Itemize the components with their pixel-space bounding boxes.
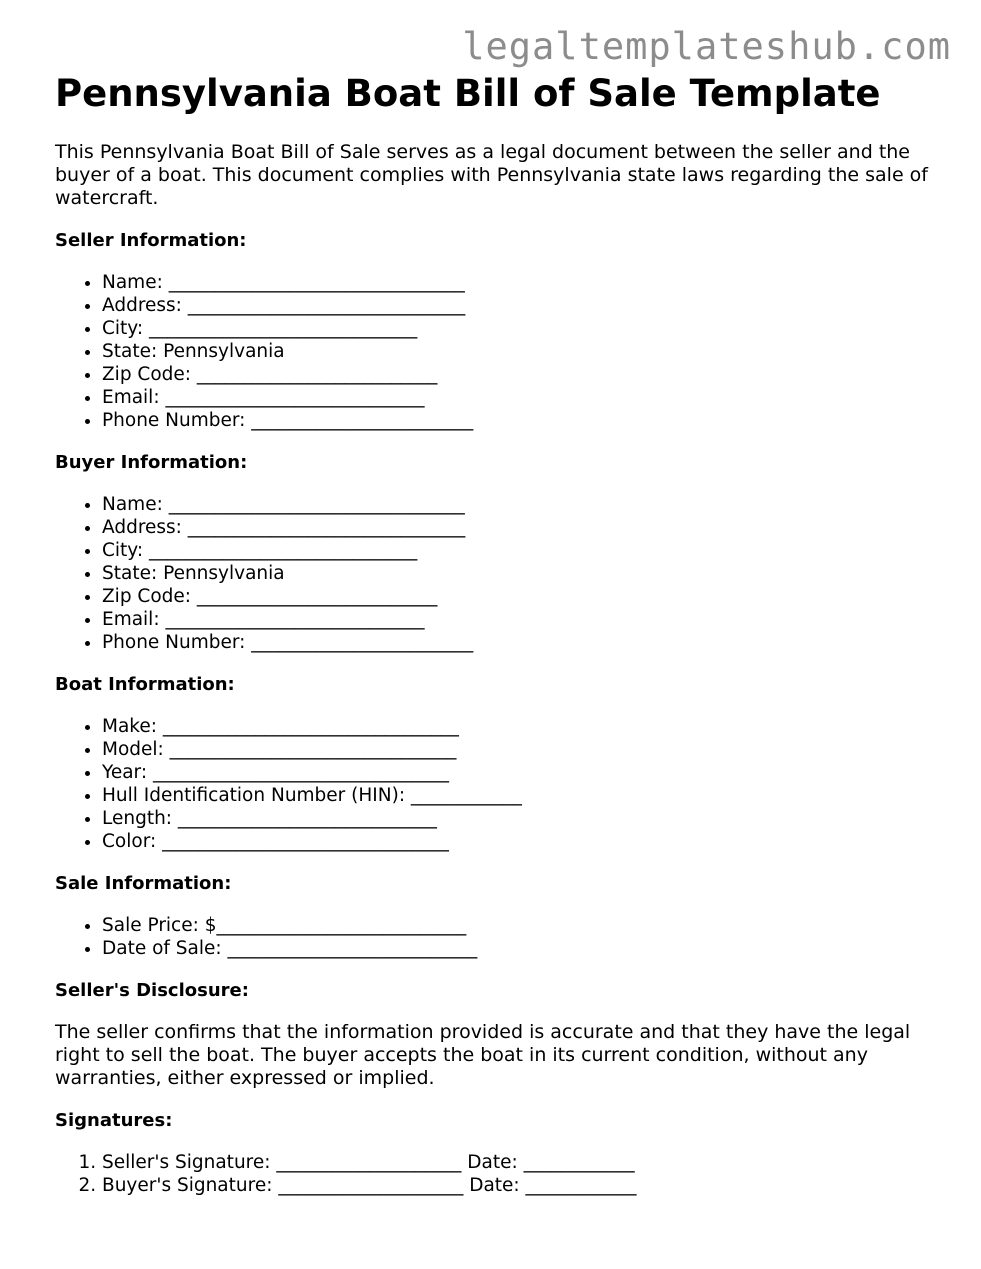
disclosure-heading: Seller's Disclosure: bbox=[55, 980, 249, 1001]
document bbox=[55, 72, 935, 1197]
buyer-zip-field: • Zip Code: __________________________ bbox=[102, 585, 935, 608]
seller-signature-line: 1. Seller's Signature: ____________________ Date: ____________ bbox=[102, 1151, 935, 1174]
buyer-info-heading: Buyer Information: bbox=[55, 452, 248, 473]
boat-info-list bbox=[55, 715, 935, 853]
seller-info-list bbox=[55, 271, 935, 432]
seller-email-field: • Email: ____________________________ bbox=[102, 386, 935, 409]
intro-paragraph: This Pennsylvania Boat Bill of Sale serves as a legal document between the seller and the buyer of a boat. This document complies with Pennsylvania state laws regarding the sale of watercraft. bbox=[55, 141, 928, 209]
sale-price-field: • Sale Price: $___________________________ bbox=[102, 914, 935, 937]
boat-length-field: • Length: ____________________________ bbox=[102, 807, 935, 830]
sale-date-field: • Date of Sale: ___________________________ bbox=[102, 937, 935, 960]
buyer-email-field: • Email: ____________________________ bbox=[102, 608, 935, 631]
buyer-info-list bbox=[55, 493, 935, 654]
seller-state-field: • State: Pennsylvania bbox=[102, 340, 935, 363]
buyer-name-field: • Name: ________________________________ bbox=[102, 493, 935, 516]
seller-phone-field: • Phone Number: ________________________ bbox=[102, 409, 935, 432]
buyer-signature-line: 2. Buyer's Signature: ____________________ Date: ____________ bbox=[102, 1174, 935, 1197]
sale-info-list bbox=[55, 914, 935, 960]
seller-zip-field: • Zip Code: __________________________ bbox=[102, 363, 935, 386]
boat-make-field: • Make: ________________________________ bbox=[102, 715, 935, 738]
sale-info-heading: Sale Information: bbox=[55, 873, 232, 894]
boat-model-field: • Model: _______________________________ bbox=[102, 738, 935, 761]
boat-color-field: • Color: _______________________________ bbox=[102, 830, 935, 853]
buyer-state-field: • State: Pennsylvania bbox=[102, 562, 935, 585]
boat-info-heading: Boat Information: bbox=[55, 674, 235, 695]
buyer-phone-field: • Phone Number: ________________________ bbox=[102, 631, 935, 654]
signatures-heading: Signatures: bbox=[55, 1110, 173, 1131]
boat-year-field: • Year: ________________________________ bbox=[102, 761, 935, 784]
buyer-city-field: • City: _____________________________ bbox=[102, 539, 935, 562]
seller-address-field: • Address: ______________________________ bbox=[102, 294, 935, 317]
seller-info-heading: Seller Information: bbox=[55, 230, 247, 251]
boat-hin-field: • Hull Identification Number (HIN): ____________ bbox=[102, 784, 935, 807]
buyer-address-field: • Address: ______________________________ bbox=[102, 516, 935, 539]
watermark: legaltemplateshub.com bbox=[462, 25, 951, 68]
seller-city-field: • City: _____________________________ bbox=[102, 317, 935, 340]
signatures-list bbox=[55, 1151, 935, 1197]
seller-name-field: • Name: ________________________________ bbox=[102, 271, 935, 294]
document-title: Pennsylvania Boat Bill of Sale Template bbox=[55, 72, 881, 115]
disclosure-paragraph: The seller confirms that the information provided is accurate and that they have the legal right to sell the boat. The buyer accepts the boat in its current condition, without any warranties, either expressed or implied. bbox=[55, 1021, 911, 1089]
